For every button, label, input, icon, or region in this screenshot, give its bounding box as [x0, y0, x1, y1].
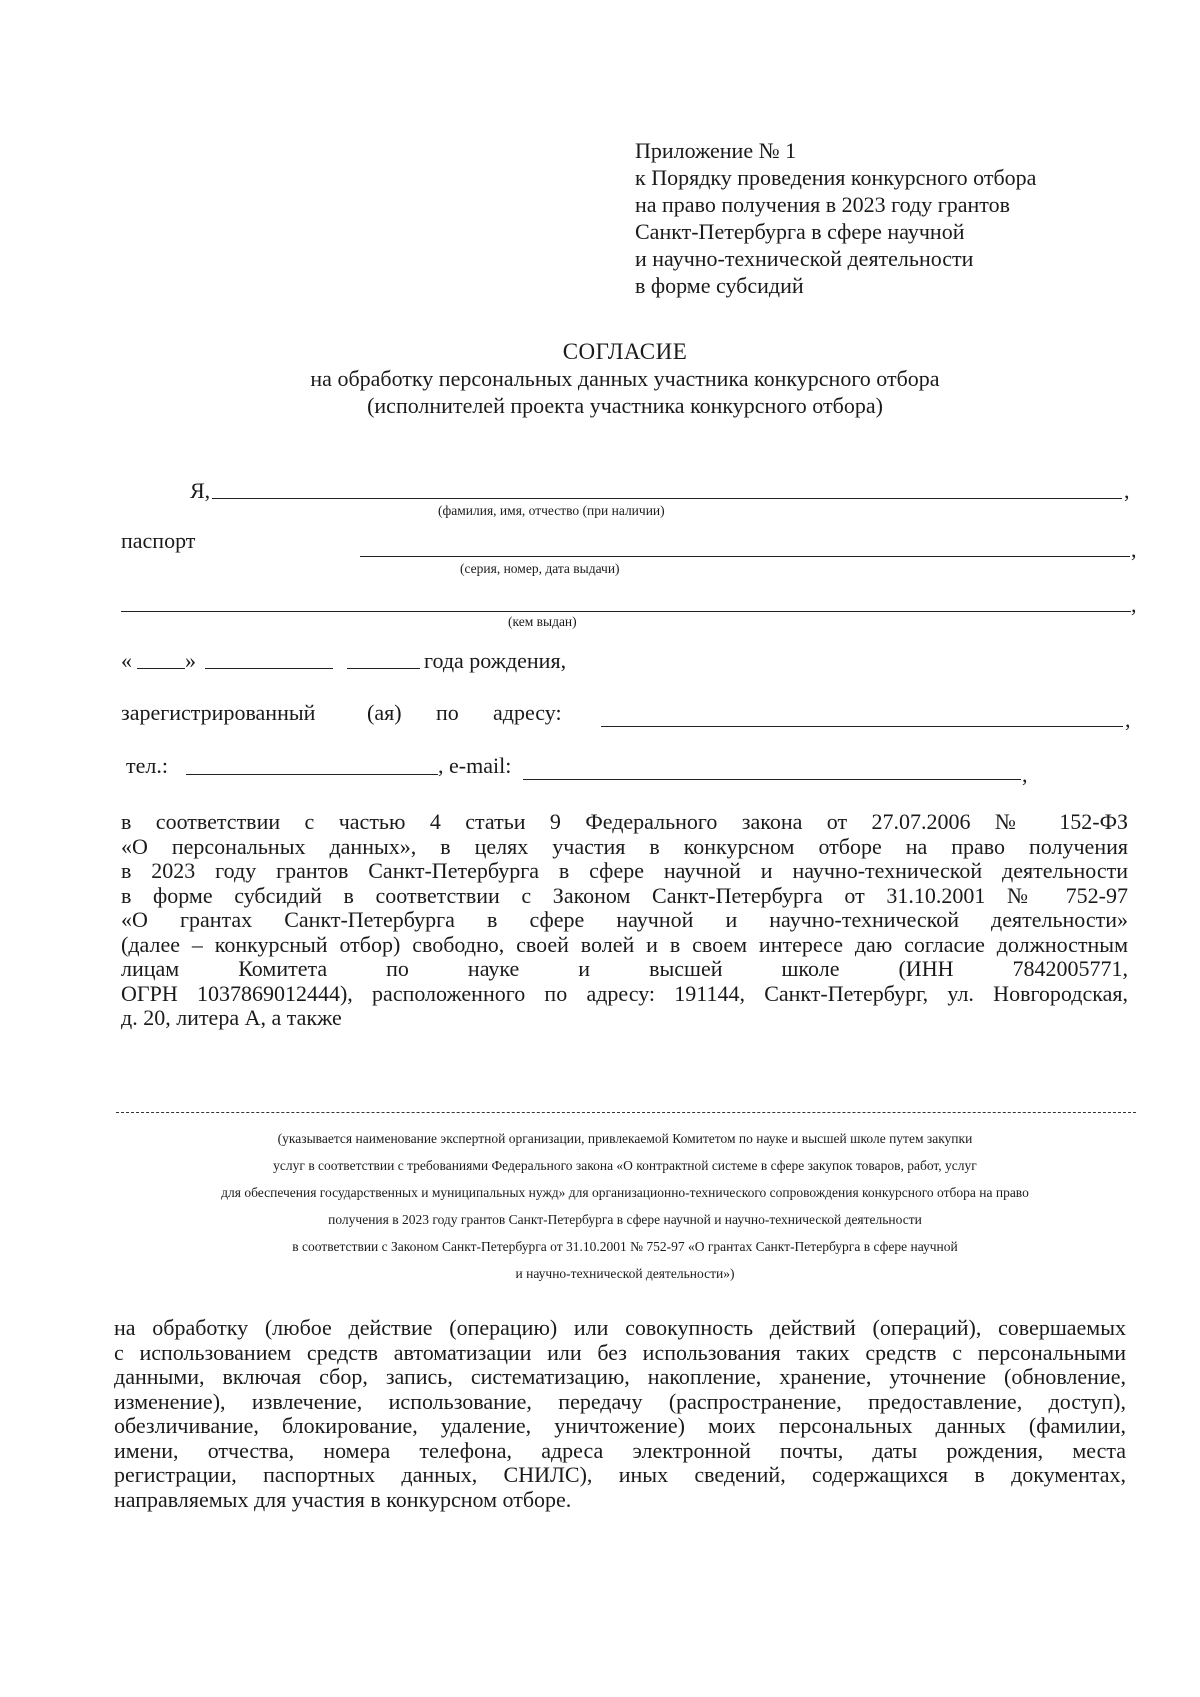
appendix-line: в форме субсидий	[635, 273, 804, 298]
appendix-line: на право получения в 2023 году грантов	[635, 192, 1010, 217]
paragraph-line: регистрации, паспортных данных, СНИЛС), иных сведений, содержащихся в документах,	[114, 1462, 1126, 1487]
title-subtitle: на обработку персональных данных участника конкурсного отбора	[310, 366, 940, 391]
paragraph-line: лицам Комитета по науке и высшей школе (ИНН 7842005771,	[121, 956, 1128, 981]
issued-by-field[interactable]	[121, 611, 1131, 612]
note-line: услуг в соответствии с требованиями Федерального закона «О контрактной системе в сфере закупок товаров, работ, услуг	[273, 1158, 977, 1173]
comma: ,	[1124, 478, 1130, 503]
email-field[interactable]	[523, 779, 1021, 780]
note-line: для обеспечения государственных и муниципальных нужд» для организационно-технического сопровождения конкурсного отбора на право	[221, 1185, 1029, 1200]
paragraph-line: обезличивание, блокирование, удаление, уничтожение) моих персональных данных (фамилии,	[114, 1413, 1126, 1438]
i-label: Я,	[190, 478, 211, 503]
registered-word: зарегистрированный	[121, 700, 316, 725]
document-title	[120, 338, 1130, 419]
birth-year-field[interactable]	[347, 668, 420, 669]
paragraph-line: «О персональных данных», в целях участия в конкурсном отборе на право получения	[121, 833, 1128, 859]
birth-quote-open: «	[121, 648, 132, 673]
issued-caption: (кем выдан)	[508, 614, 577, 629]
paragraph-line: на обработку (любое действие (операцию) или совокупность действий (операций), совершаемых	[114, 1315, 1126, 1340]
paragraph-line: в соответствии с частью 4 статьи 9 Федерального закона от 27.07.2006 № 152-ФЗ	[121, 809, 1128, 834]
consent-paragraph	[121, 810, 1128, 1031]
birth-month-field[interactable]	[205, 668, 333, 669]
registered-word: по	[436, 700, 459, 725]
paragraph-line: в 2023 году грантов Санкт-Петербурга в сфере научной и научно-технической деятельности	[121, 858, 1128, 883]
appendix-line: Приложение № 1	[635, 138, 797, 163]
comma: ,	[1125, 707, 1131, 732]
comma: ,	[1131, 592, 1137, 617]
birth-day-field[interactable]	[137, 668, 185, 669]
paragraph-line: «О грантах Санкт-Петербурга в сфере научной и научно-технической деятельности»	[121, 907, 1128, 932]
expert-organization-note	[120, 1125, 1130, 1287]
fio-caption: (фамилия, имя, отчество (при наличии)	[438, 503, 665, 518]
title-heading: СОГЛАСИЕ	[562, 339, 688, 364]
paragraph-line: ОГРН 1037869012444), расположенного по адресу: 191144, Санкт-Петербург, ул. Новгородская,	[121, 980, 1128, 1006]
title-subtitle: (исполнителей проекта участника конкурсного отбора)	[367, 393, 883, 418]
phone-field[interactable]	[186, 774, 438, 775]
passport-field[interactable]	[360, 556, 1130, 557]
paragraph-line: данными, включая сбор, запись, систематизацию, накопление, хранение, уточнение (обновление,	[114, 1364, 1126, 1389]
expert-organization-field[interactable]	[116, 1112, 1136, 1113]
paragraph-line: имени, отчества, номера телефона, адреса электронной почты, даты рождения, места	[114, 1437, 1126, 1463]
paragraph-line: в форме субсидий в соответствии с Законом Санкт-Петербурга от 31.10.2001 № 752-97	[121, 882, 1128, 908]
processing-paragraph	[114, 1316, 1126, 1512]
registered-word: адресу:	[493, 700, 562, 725]
note-line: получения в 2023 году грантов Санкт-Петербурга в сфере научной и научно-технической деятельности	[328, 1212, 922, 1227]
fio-field[interactable]	[212, 498, 1122, 499]
appendix-line: и научно-технической деятельности	[635, 246, 974, 271]
passport-label: паспорт	[121, 528, 196, 553]
appendix-line: Санкт-Петербурга в сфере научной	[635, 219, 965, 244]
email-label: , e-mail:	[438, 753, 512, 778]
appendix-header	[635, 137, 1155, 299]
paragraph-line: д. 20, литера А, а также	[121, 1005, 342, 1030]
paragraph-line: направляемых для участия в конкурсном отборе.	[114, 1486, 572, 1512]
comma: ,	[1131, 537, 1137, 562]
paragraph-line: (далее – конкурсный отбор) свободно, своей волей и в своем интересе даю согласие должностным	[121, 931, 1128, 957]
note-line: (указывается наименование экспертной организации, привлекаемой Комитетом по науке и высшей школе путем закупки	[277, 1131, 973, 1146]
passport-caption: (серия, номер, дата выдачи)	[460, 561, 620, 576]
note-line: в соответствии с Законом Санкт-Петербурга от 31.10.2001 № 752-97 «О грантах Санкт-Петербурга в сфере научной	[292, 1239, 958, 1254]
address-field[interactable]	[601, 726, 1123, 727]
comma: ,	[1022, 762, 1028, 787]
note-line: и научно-технической деятельности»)	[515, 1266, 735, 1281]
birth-label: года рождения,	[424, 648, 567, 673]
registered-word: (ая)	[367, 700, 402, 725]
birth-quote-close: »	[185, 648, 196, 673]
paragraph-line: с использованием средств автоматизации или без использования таких средств с персональными	[114, 1339, 1126, 1365]
phone-label: тел.:	[126, 753, 168, 778]
paragraph-line: изменение), извлечение, использование, передачу (распространение, предоставление, доступ),	[114, 1388, 1126, 1414]
appendix-line: к Порядку проведения конкурсного отбора	[635, 165, 1037, 190]
